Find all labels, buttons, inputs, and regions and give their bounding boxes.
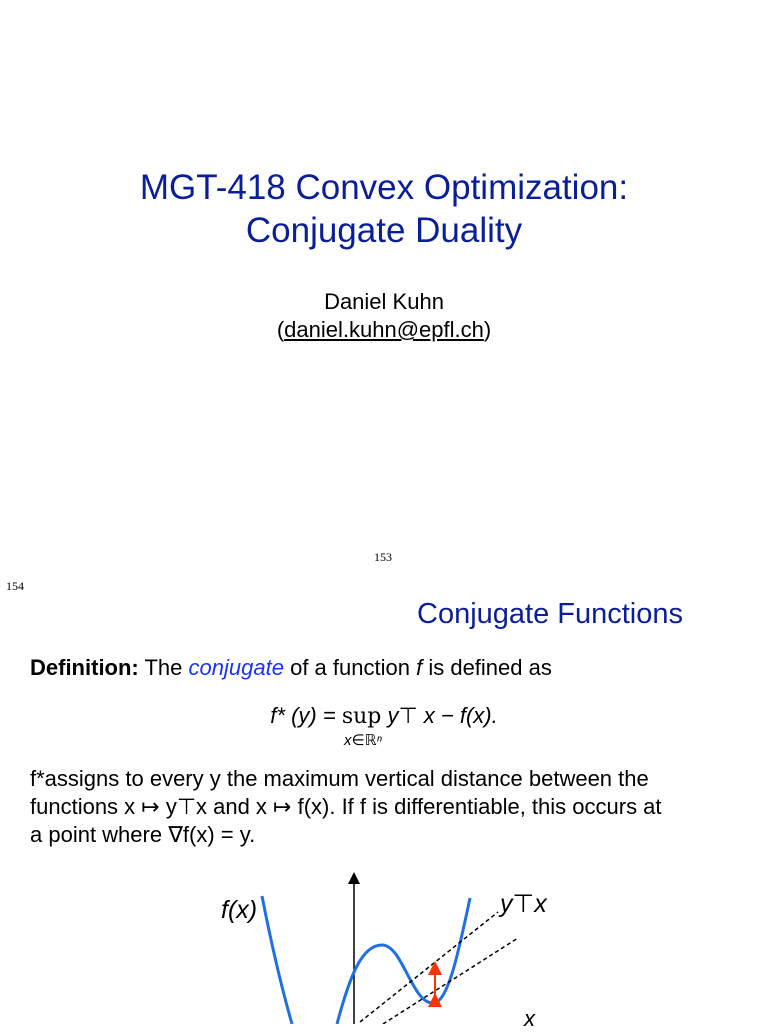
- definition-post: of a function: [290, 655, 410, 680]
- formula-rhs: y⊤ x − f(x).: [387, 703, 498, 728]
- curve-right-branch: [337, 898, 470, 1024]
- definition-f: f: [416, 655, 423, 680]
- section-title: Conjugate Functions: [417, 598, 683, 630]
- email-close-paren: ): [483, 317, 492, 342]
- explanation-line1: f*assigns to every y the maximum vertical distance between the: [30, 766, 649, 791]
- line-y-transpose-x: [360, 912, 498, 1022]
- explanation-line3: a point where ∇f(x) = y.: [30, 822, 256, 847]
- formula-lhs: f* (y) =: [270, 703, 336, 728]
- explanation-line2: functions x ↦ y⊤x and x ↦ f(x). If f is differentiable, this occurs at: [30, 794, 662, 819]
- slide-title-line2: Conjugate Duality: [245, 211, 523, 250]
- formula-subscript: x∈ℝⁿ: [344, 732, 382, 749]
- email-open-paren: (: [276, 317, 285, 342]
- label-f-of-x: f(x): [221, 896, 258, 924]
- formula-sup: sup: [341, 704, 382, 729]
- author-email-line: [0, 316, 768, 344]
- definition-line: [30, 654, 742, 682]
- definition-term: conjugate: [188, 655, 284, 680]
- definition-pre: The: [144, 655, 183, 680]
- label-x-axis: x: [524, 1006, 535, 1031]
- slide-title-line1: MGT-418 Convex Optimization:: [139, 168, 629, 207]
- page-number-153: 153: [374, 550, 392, 564]
- author-email-link[interactable]: daniel.kuhn@epfl.ch: [284, 317, 484, 342]
- conjugate-figure: [0, 860, 768, 1024]
- definition-end: is defined as: [428, 655, 552, 680]
- conjugate-formula: [0, 703, 768, 729]
- shifted-supporting-line: [383, 938, 518, 1024]
- author-name: Daniel Kuhn: [324, 289, 444, 314]
- definition-label: Definition:: [30, 655, 139, 680]
- label-y-transpose-x: y⊤x: [500, 890, 547, 918]
- page-number-154: 154: [6, 579, 24, 593]
- curve-left-branch: [262, 896, 292, 1024]
